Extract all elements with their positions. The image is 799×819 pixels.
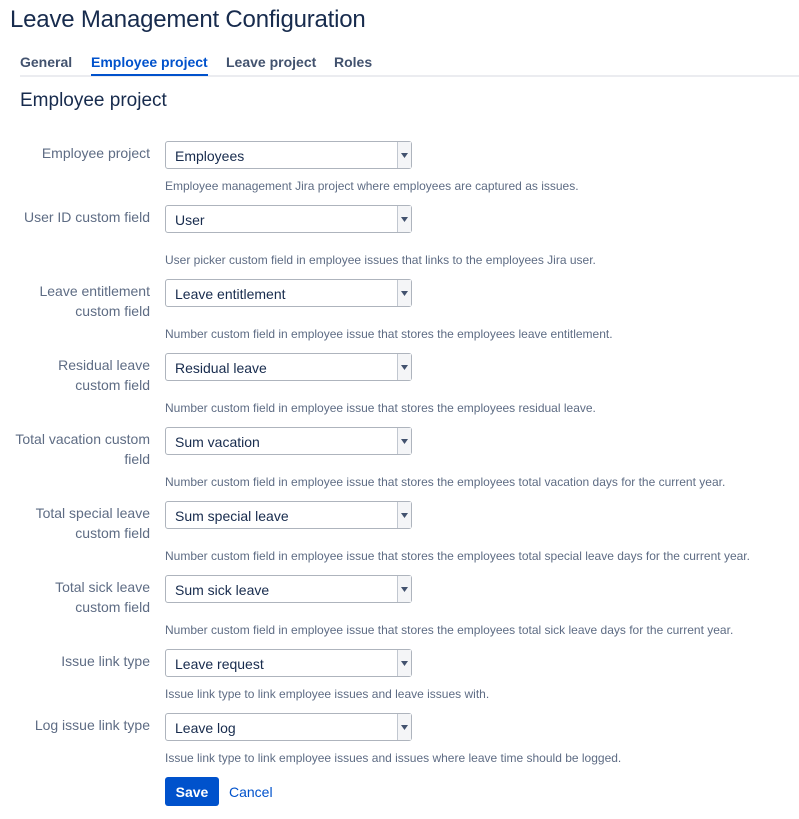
field-label: Employee project — [41, 145, 150, 161]
total-vacation-select[interactable] — [165, 427, 412, 455]
select-value: Sum sick leave — [175, 582, 270, 598]
select-value: Leave entitlement — [175, 286, 286, 302]
tab-employee-project[interactable]: Employee project — [91, 54, 208, 76]
select-value: Sum vacation — [175, 434, 260, 450]
field-label: User ID custom field — [23, 209, 150, 225]
tab-roles[interactable]: Roles — [334, 54, 373, 70]
chevron-down-icon — [397, 354, 411, 380]
field-label: Total vacation custom field — [15, 431, 150, 467]
user-id-field-select[interactable] — [165, 205, 412, 233]
employee-project-select[interactable] — [165, 141, 412, 169]
chevron-down-icon — [397, 502, 411, 528]
chevron-down-icon — [397, 428, 411, 454]
field-label: Leave entitlement custom field — [39, 283, 150, 319]
chevron-down-icon — [397, 714, 411, 740]
chevron-down-icon — [397, 280, 411, 306]
leave-entitlement-select[interactable] — [165, 279, 412, 307]
chevron-down-icon — [397, 142, 411, 168]
field-label: Issue link type — [61, 653, 150, 669]
select-value: Leave log — [175, 720, 236, 736]
chevron-down-icon — [397, 650, 411, 676]
tab-general[interactable]: General — [20, 54, 73, 70]
field-description: Number custom field in employee issue that stores the employees total special leave days for the current year. — [165, 549, 750, 563]
chevron-down-icon — [397, 576, 411, 602]
field-label: Log issue link type — [34, 717, 150, 733]
save-button[interactable]: Save — [165, 777, 219, 806]
field-description: Issue link type to link employee issues and leave issues with. — [165, 687, 490, 701]
field-description: Employee management Jira project where employees are captured as issues. — [165, 179, 579, 193]
field-label: Total special leave custom field — [35, 505, 150, 541]
issue-link-type-select[interactable] — [165, 649, 412, 677]
field-label: Total sick leave custom field — [55, 579, 150, 615]
select-value: Residual leave — [175, 360, 267, 376]
field-label: Residual leave custom field — [58, 357, 150, 393]
select-value: Employees — [175, 148, 245, 164]
field-description: Number custom field in employee issue that stores the employees total vacation days for the current year. — [165, 475, 726, 489]
residual-leave-select[interactable] — [165, 353, 412, 381]
cancel-link[interactable]: Cancel — [229, 784, 273, 800]
field-description: Issue link type to link employee issues and issues where leave time should be logged. — [165, 751, 622, 765]
page-title: Leave Management Configuration — [10, 6, 366, 33]
tab-leave-project[interactable]: Leave project — [226, 54, 317, 70]
field-description: Number custom field in employee issue that stores the employees residual leave. — [165, 401, 596, 415]
chevron-down-icon — [397, 206, 411, 232]
total-special-leave-select[interactable] — [165, 501, 412, 529]
field-description: User picker custom field in employee issues that links to the employees Jira user. — [165, 253, 596, 267]
total-sick-leave-select[interactable] — [165, 575, 412, 603]
log-issue-link-type-select[interactable] — [165, 713, 412, 741]
select-value: Sum special leave — [175, 508, 289, 524]
field-description: Number custom field in employee issue that stores the employees leave entitlement. — [165, 327, 613, 341]
field-description: Number custom field in employee issue that stores the employees total sick leave days for the current year. — [165, 623, 734, 637]
select-value: Leave request — [175, 656, 264, 672]
select-value: User — [175, 212, 205, 228]
section-title: Employee project — [20, 90, 167, 111]
config-tabs — [20, 50, 799, 77]
